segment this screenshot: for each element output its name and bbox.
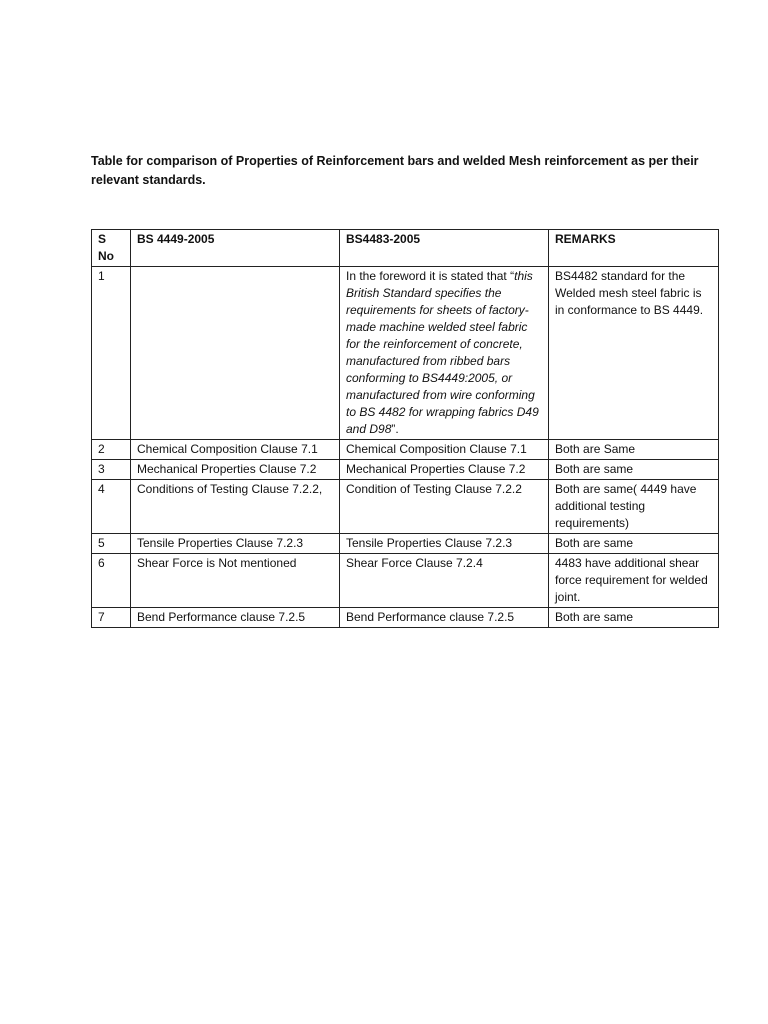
header-bs4483: BS4483-2005 <box>340 230 549 267</box>
foreword-quote: this British Standard specifies the requirements for sheets of factory-made machine welded steel fabric for the reinforcement of concrete, manufactured from ribbed bars conforming to BS4449:2005, or manufactured from wire conforming to BS 4482 for wrapping fabrics D49 and D98 <box>346 269 539 436</box>
cell-remarks: Both are same( 4449 have additional testing requirements) <box>549 480 719 534</box>
table-row <box>92 460 719 480</box>
comparison-table <box>91 229 719 628</box>
table-row <box>92 440 719 460</box>
table-row <box>92 608 719 628</box>
cell-bs4449: Mechanical Properties Clause 7.2 <box>131 460 340 480</box>
cell-sno: 2 <box>92 440 131 460</box>
foreword-lead: In the foreword it is stated that <box>346 269 507 283</box>
cell-remarks: Both are Same <box>549 440 719 460</box>
cell-sno: 3 <box>92 460 131 480</box>
table-row <box>92 267 719 440</box>
close-quote: ”. <box>391 422 399 436</box>
cell-sno: 1 <box>92 267 131 440</box>
cell-remarks: 4483 have additional shear force requirement for welded joint. <box>549 554 719 608</box>
header-remarks: REMARKS <box>549 230 719 267</box>
cell-bs4483: Condition of Testing Clause 7.2.2 <box>340 480 549 534</box>
cell-remarks: BS4482 standard for the Welded mesh steel fabric is in conformance to BS 4449. <box>549 267 719 440</box>
intro-paragraph: Table for comparison of Properties of Reinforcement bars and welded Mesh reinforcement as per their relevant standards. <box>91 154 699 187</box>
cell-remarks: Both are same <box>549 608 719 628</box>
table-row <box>92 480 719 534</box>
cell-sno: 7 <box>92 608 131 628</box>
cell-bs4483: Mechanical Properties Clause 7.2 <box>340 460 549 480</box>
table-row <box>92 554 719 608</box>
table-row <box>92 534 719 554</box>
cell-bs4449: Conditions of Testing Clause 7.2.2, <box>131 480 340 534</box>
open-quote: “ <box>510 269 515 283</box>
cell-bs4483: Bend Performance clause 7.2.5 <box>340 608 549 628</box>
cell-bs4483 <box>340 267 549 440</box>
cell-sno: 6 <box>92 554 131 608</box>
cell-sno: 4 <box>92 480 131 534</box>
cell-bs4483: Shear Force Clause 7.2.4 <box>340 554 549 608</box>
table-header-row <box>92 230 719 267</box>
header-sno: S No <box>92 230 131 267</box>
cell-bs4449 <box>131 267 340 440</box>
cell-bs4483: Tensile Properties Clause 7.2.3 <box>340 534 549 554</box>
header-bs4449: BS 4449-2005 <box>131 230 340 267</box>
cell-bs4449: Chemical Composition Clause 7.1 <box>131 440 340 460</box>
cell-bs4483: Chemical Composition Clause 7.1 <box>340 440 549 460</box>
cell-remarks: Both are same <box>549 534 719 554</box>
cell-bs4449: Bend Performance clause 7.2.5 <box>131 608 340 628</box>
cell-sno: 5 <box>92 534 131 554</box>
cell-remarks: Both are same <box>549 460 719 480</box>
cell-bs4449: Tensile Properties Clause 7.2.3 <box>131 534 340 554</box>
cell-bs4449: Shear Force is Not mentioned <box>131 554 340 608</box>
